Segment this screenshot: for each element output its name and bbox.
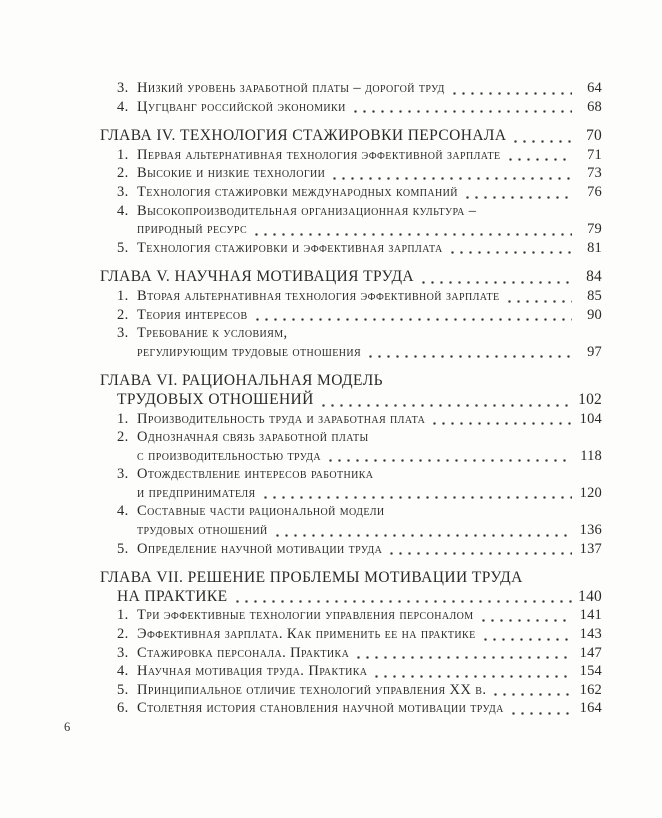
toc-entry-text: Высокопроизводительная организационная культура – <box>137 202 477 219</box>
toc-line <box>100 306 602 325</box>
toc-line <box>100 428 602 447</box>
toc-item-number: 3. <box>117 644 129 661</box>
toc-entry-text: Отождествление интересов работника <box>137 466 374 483</box>
toc-entry-text: Научная мотивация труда. Практика <box>137 663 368 680</box>
toc-entry-text: Столетняя история становления научной мотивации труда <box>137 700 504 717</box>
toc-page-ref: 120 <box>579 484 602 501</box>
toc-item-number: 3. <box>117 183 129 200</box>
dot-leader <box>387 552 572 555</box>
toc-entry-text: регулирующим трудовые отношения <box>137 343 362 360</box>
toc-item-number: 4. <box>117 202 129 219</box>
toc-line <box>100 164 602 183</box>
toc-page-ref: 90 <box>587 306 602 323</box>
toc-line <box>100 521 602 540</box>
toc-item-number: 4. <box>117 663 129 680</box>
toc-item-number: 5. <box>117 681 129 698</box>
toc-item-entry <box>100 239 602 258</box>
toc-page-ref: 84 <box>586 268 602 286</box>
toc-page-ref: 76 <box>587 183 602 200</box>
toc-line <box>100 410 602 429</box>
toc-item-entry <box>100 681 602 700</box>
toc-item-entry <box>100 324 602 361</box>
toc-line <box>100 343 602 362</box>
toc-page-ref: 164 <box>579 700 602 717</box>
toc-item-number: 2. <box>117 165 129 182</box>
toc-item-entry <box>100 164 602 183</box>
toc-page-ref: 97 <box>587 343 602 360</box>
dot-leader <box>506 158 572 161</box>
toc-chapter-entry <box>100 268 602 287</box>
toc-entry-text: Вторая альтернативная технология эффективной зарплате <box>137 287 500 304</box>
toc-line <box>100 502 602 521</box>
dot-leader <box>419 281 572 284</box>
toc-entry-text: Составные части рациональной модели <box>137 503 385 520</box>
toc-entry-text: Теория интересов <box>137 306 248 323</box>
toc-line <box>100 183 602 202</box>
toc-item-number: 2. <box>117 429 129 446</box>
toc-line <box>100 625 602 644</box>
toc-page-ref: 141 <box>579 607 602 624</box>
toc-item-number: 3. <box>117 325 129 342</box>
toc-page-ref: 118 <box>580 447 602 464</box>
toc-entry-text: Стажировка персонала. Практика <box>137 644 350 661</box>
toc-entry-text: Производительность труда и заработная плата <box>137 410 426 427</box>
toc-entry-text: ГЛАВА VII. РЕШЕНИЕ ПРОБЛЕМЫ МОТИВАЦИИ ТРУДА <box>100 569 523 587</box>
toc-line <box>100 681 602 700</box>
toc-item-entry <box>100 662 602 681</box>
dot-leader <box>491 693 572 696</box>
toc-chapter-entry <box>100 372 602 409</box>
dot-leader <box>351 110 572 113</box>
toc-item-entry <box>100 287 602 306</box>
toc-entry-text: Цугцванг российской экономики <box>137 98 346 115</box>
toc-entry-text: ГЛАВА VI. РАЦИОНАЛЬНАЯ МОДЕЛЬ <box>100 372 383 390</box>
toc-page-ref: 71 <box>587 146 602 163</box>
dot-leader <box>509 712 572 715</box>
dot-leader <box>448 251 572 254</box>
toc-item-entry <box>100 183 602 202</box>
toc-page-ref: 147 <box>579 644 602 661</box>
toc-item-number: 4. <box>117 503 129 520</box>
toc-line <box>100 127 602 146</box>
toc-entry-text: ГЛАВА V. НАУЧНАЯ МОТИВАЦИЯ ТРУДА <box>100 268 415 286</box>
dot-leader <box>463 196 572 199</box>
dot-leader <box>372 675 572 678</box>
toc-entry-text: Эффективная зарплата. Как применить ее на практике <box>137 626 476 643</box>
toc-entry-text: Однозначная связь заработной платы <box>137 429 369 446</box>
toc-chapter-entry <box>100 569 602 606</box>
toc-page-ref: 70 <box>586 127 602 145</box>
toc-item-entry <box>100 644 602 663</box>
toc-item-number: 1. <box>117 287 129 304</box>
dot-leader <box>479 619 572 622</box>
toc-page-ref: 64 <box>587 80 602 96</box>
toc-item-entry <box>100 465 602 502</box>
toc-line <box>100 98 602 117</box>
toc-entry-text: Первая альтернативная технология эффективной зарплате <box>137 146 501 163</box>
dot-leader <box>481 638 572 641</box>
toc-item-entry <box>100 146 602 165</box>
toc-chapter-entry <box>100 127 602 146</box>
toc-page-ref: 136 <box>579 522 602 539</box>
toc-item-number: 6. <box>117 700 129 717</box>
toc-item-number: 1. <box>117 607 129 624</box>
dot-leader <box>261 496 572 499</box>
toc-page-ref: 81 <box>587 239 602 256</box>
toc-line <box>100 372 602 391</box>
toc-line <box>100 484 602 503</box>
toc-item-number: 2. <box>117 306 129 323</box>
toc-line <box>100 644 602 663</box>
toc-item-entry <box>100 625 602 644</box>
toc-item-number: 1. <box>117 146 129 163</box>
dot-leader <box>505 300 572 303</box>
toc-line <box>100 465 602 484</box>
toc-item-number: 3. <box>117 466 129 483</box>
toc-line <box>100 569 602 588</box>
toc-item-entry <box>100 699 602 718</box>
toc-item-number: 4. <box>117 98 129 115</box>
dot-leader <box>330 177 572 180</box>
dot-leader <box>511 140 572 143</box>
toc-entry-text: и предпринимателя <box>137 484 256 501</box>
toc-item-number: 5. <box>117 239 129 256</box>
page-number: 6 <box>64 720 71 734</box>
toc-item-number: 3. <box>117 80 129 96</box>
toc-page-ref: 104 <box>579 410 602 427</box>
toc-page-ref: 140 <box>578 587 602 605</box>
toc-entry-text: Высокие и низкие технологии <box>137 165 326 182</box>
toc-item-entry <box>100 79 602 98</box>
toc-page-ref: 154 <box>579 663 602 680</box>
toc-entry-text: Определение научной мотивации труда <box>137 540 383 557</box>
toc-item-entry <box>100 502 602 539</box>
toc-item-entry <box>100 540 602 559</box>
dot-leader <box>233 600 573 603</box>
toc-entry-text: с производительностью труда <box>137 447 322 464</box>
toc-item-number: 5. <box>117 540 129 557</box>
dot-leader <box>354 656 572 659</box>
toc-line <box>100 391 602 410</box>
toc-page-ref: 73 <box>587 165 602 182</box>
toc-item-entry <box>100 428 602 465</box>
dot-leader <box>366 355 572 358</box>
toc-entry-text: Требование к условиям, <box>137 325 288 342</box>
toc-entry-text: Технология стажировки и эффективная зарплата <box>137 239 443 256</box>
toc-entry-text: трудовых отношений <box>137 522 268 539</box>
dot-leader <box>326 459 572 462</box>
toc-page-ref: 162 <box>579 681 602 698</box>
toc-line <box>100 146 602 165</box>
toc-page-ref: 85 <box>587 287 602 304</box>
dot-leader <box>450 92 572 95</box>
toc-line <box>100 588 602 607</box>
toc-item-entry <box>100 606 602 625</box>
toc-line <box>100 287 602 306</box>
toc-line <box>100 699 602 718</box>
toc-line <box>100 447 602 466</box>
toc-page-ref: 68 <box>587 98 602 115</box>
toc-entry-text: Технология стажировки международных компаний <box>137 183 458 200</box>
dot-leader <box>430 422 572 425</box>
toc-entry-text: ТРУДОВЫХ ОТНОШЕНИЙ <box>117 390 314 408</box>
toc-line <box>100 662 602 681</box>
toc-line <box>100 324 602 343</box>
toc-line <box>100 220 602 239</box>
toc-item-entry <box>100 306 602 325</box>
toc-entry-text: природный ресурс <box>137 221 248 238</box>
toc-entry-text: НА ПРАКТИКЕ <box>117 587 228 605</box>
dot-leader <box>273 534 572 537</box>
toc-item-entry <box>100 202 602 239</box>
toc-page-ref: 143 <box>579 626 602 643</box>
toc-item-number: 1. <box>117 410 129 427</box>
toc-item-entry <box>100 410 602 429</box>
dot-leader <box>253 318 572 321</box>
toc-line <box>100 79 602 98</box>
toc-page-ref: 137 <box>579 540 602 557</box>
toc-line <box>100 540 602 559</box>
toc-line <box>100 268 602 287</box>
toc-entry-text: Низкий уровень заработной платы – дорогой труд <box>137 80 445 96</box>
toc-entry-text: Принципиальное отличие технологий управления XX в. <box>137 681 487 698</box>
toc-page-ref: 102 <box>578 390 602 408</box>
toc-line <box>100 606 602 625</box>
dot-leader <box>252 233 572 236</box>
toc-entry-text: ГЛАВА IV. ТЕХНОЛОГИЯ СТАЖИРОВКИ ПЕРСОНАЛА <box>100 127 507 145</box>
toc-line <box>100 202 602 221</box>
dot-leader <box>319 404 572 407</box>
toc-page-ref: 79 <box>587 221 602 238</box>
table-of-contents <box>100 79 602 718</box>
toc-entry-text: Три эффективные технологии управления персоналом <box>137 607 474 624</box>
toc-item-number: 2. <box>117 626 129 643</box>
toc-item-entry <box>100 98 602 117</box>
toc-line <box>100 239 602 258</box>
